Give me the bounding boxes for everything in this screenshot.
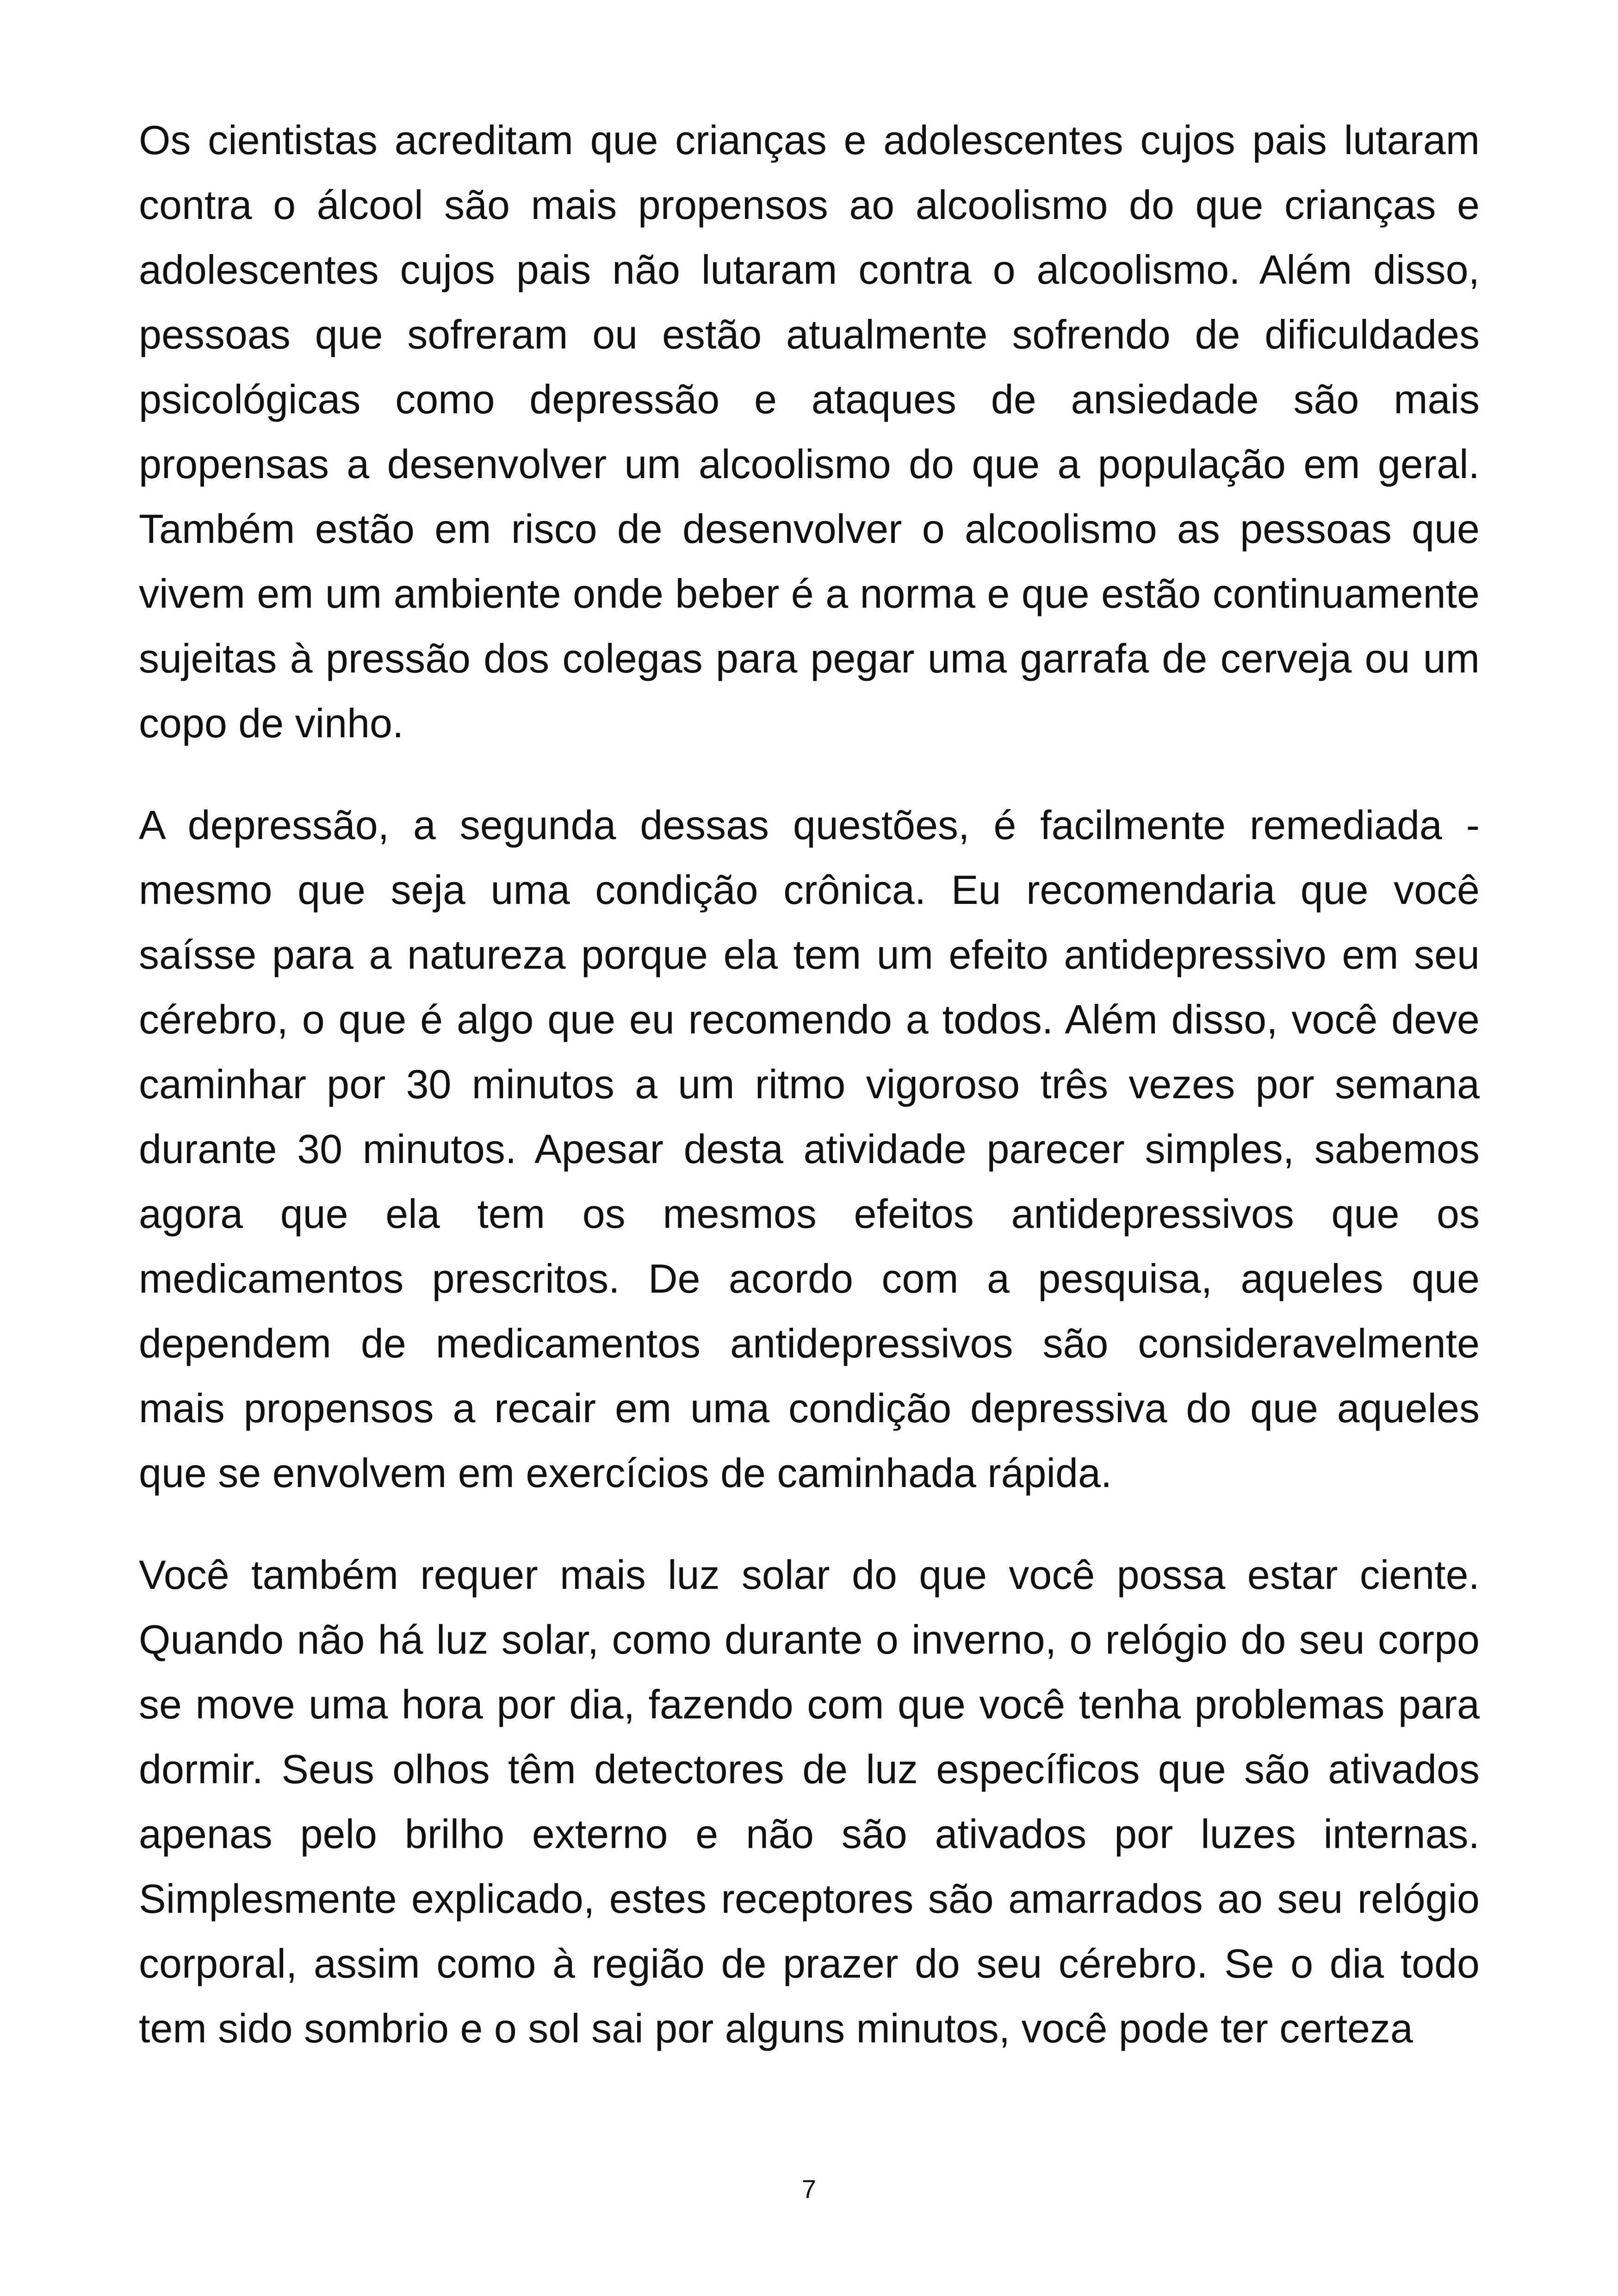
paragraph-alcoholism-risk: Os cientistas acreditam que crianças e adolescentes cujos pais lutaram contra o álcool são mais propensos ao alcoolismo do que crianças e adolescentes cujos pais não lutaram contra o alcoolismo. Além disso, pessoas que sofreram ou estão atualmente sofrendo de dificuldades psicológicas como depressão e ataques de ansiedade são mais propensas a desenvolver um alcoolismo do que a população em geral. Também estão em risco de desenvolver o alcoolismo as pessoas que vivem em um ambiente onde beber é a norma e que estão continuamente sujeitas à pressão dos colegas para pegar uma garrafa de cerveja ou um copo de vinho.	[139, 117, 1480, 746]
paragraph-sunlight: Você também requer mais luz solar do que você possa estar ciente. Quando não há luz solar, como durante o inverno, o relógio do seu corpo se move uma hora por dia, fazendo com que você tenha problemas para dormir. Seus olhos têm detectores de luz específicos que são ativados apenas pelo brilho externo e não são ativados por luzes internas. Simplesmente explicado, estes receptores são amarrados ao seu relógio corporal, assim como à região de prazer do seu cérebro. Se o dia todo tem sido sombrio e o sol sai por alguns minutos, você pode ter certeza	[139, 1552, 1480, 2051]
page-number: 7	[801, 2174, 817, 2203]
paragraph-depression: A depressão, a segunda dessas questões, é facilmente remediada - mesmo que seja uma condição crônica. Eu recomendaria que você saísse para a natureza porque ela tem um efeito antidepressivo em seu cérebro, o que é algo que eu recomendo a todos. Além disso, você deve caminhar por 30 minutos a um ritmo vigoroso três vezes por semana durante 30 minutos. Apesar desta atividade parecer simples, sabemos agora que ela tem os mesmos efeitos antidepressivos que os medicamentos prescritos. De acordo com a pesquisa, aqueles que dependem de medicamentos antidepressivos são consideravelmente mais propensos a recair em uma condição depressiva do que aqueles que se envolvem em exercícios de caminhada rápida.	[139, 802, 1480, 1496]
body-text	[139, 108, 1480, 2098]
